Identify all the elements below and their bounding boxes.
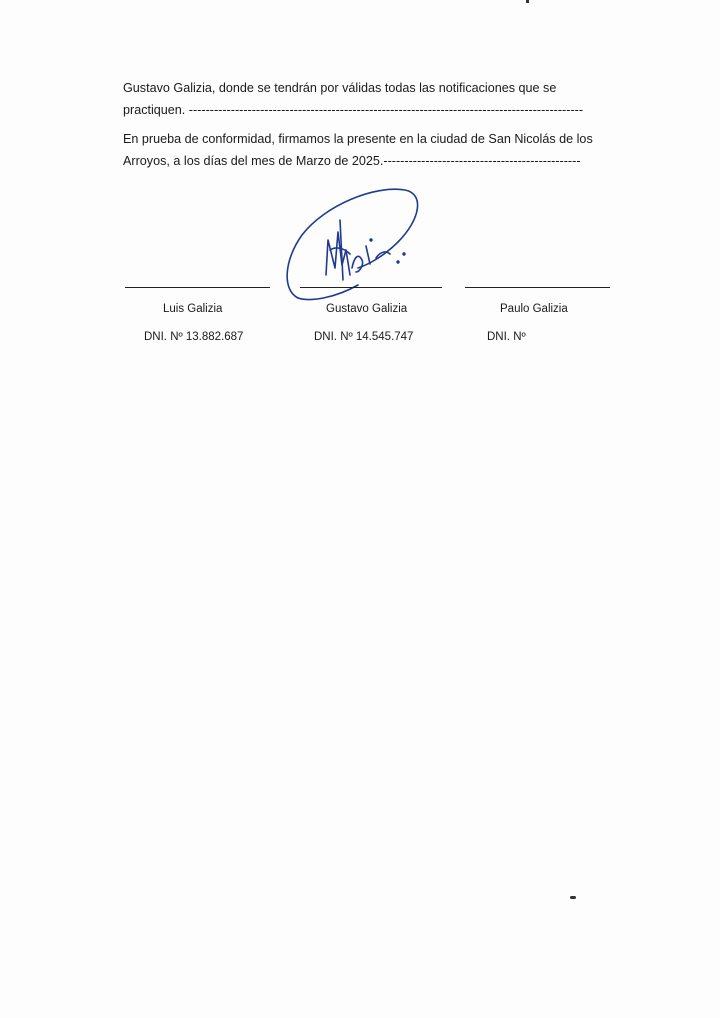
paragraph-conformity [123,128,613,172]
signature-line [465,287,610,288]
paragraph-line: practiquen. ---------------------------------------------------------------------------------------------- [123,103,584,117]
signature-line [125,287,270,288]
signatory-name: Luis Galizia [163,303,223,315]
signature-line [300,287,442,288]
paragraph-line: Arroyos, a los días del mes de Marzo de 2025.----------------------------------------------- [123,154,581,168]
paragraph-notifications [123,77,613,121]
paragraph-line: En prueba de conformidad, firmamos la presente en la ciudad de San Nicolás de los [123,132,593,146]
signatory-dni: DNI. Nº 14.545.747 [314,331,414,343]
scan-mark [526,0,529,3]
signatory-name: Paulo Galizia [500,303,568,315]
signatory-dni: DNI. Nº 13.882.687 [144,331,244,343]
signatory-dni: DNI. Nº [487,331,526,343]
paragraph-line: Gustavo Galizia, donde se tendrán por válidas todas las notificaciones que se [123,81,557,95]
signatory-name: Gustavo Galizia [326,303,408,315]
scan-mark [570,896,576,899]
